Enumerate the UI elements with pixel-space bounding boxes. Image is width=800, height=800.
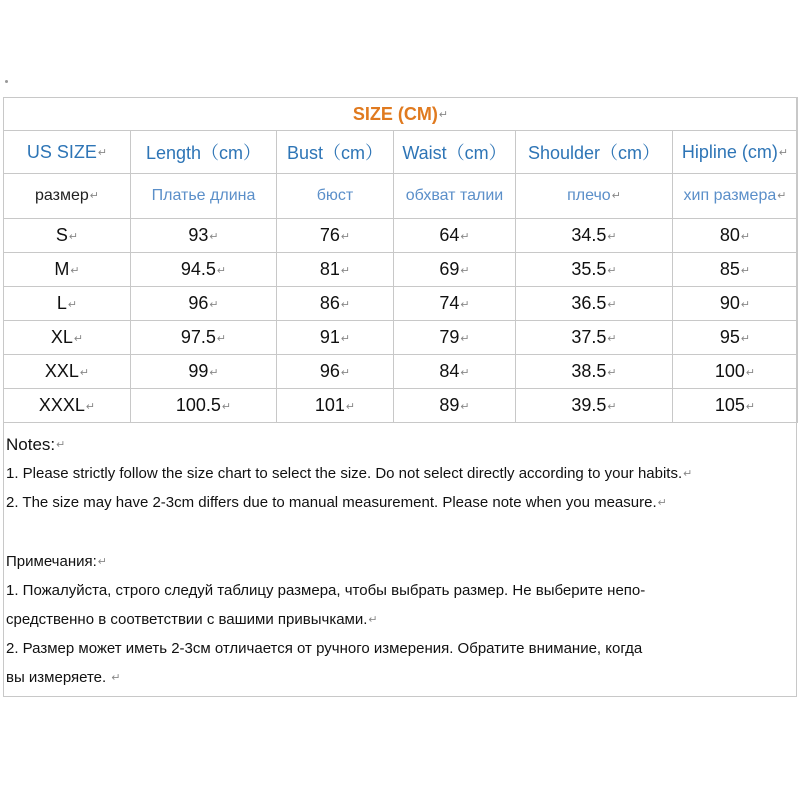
- paragraph-mark-icon: ↵: [460, 400, 470, 413]
- paragraph-mark-icon: ↵: [340, 366, 351, 379]
- paragraph-mark-icon: ↵: [460, 366, 470, 379]
- measurement-cell: 95↵: [673, 321, 798, 355]
- paragraph-mark-icon: ↵: [607, 332, 617, 345]
- size-label-cell: XXL↵: [4, 355, 131, 389]
- measurement-cell: 34.5↵: [516, 219, 673, 253]
- table-row: [4, 389, 798, 423]
- header-shoulder: Shoulder（cm）: [516, 131, 673, 174]
- paragraph-mark-icon: ↵: [607, 366, 617, 379]
- paragraph-mark-icon: ↵: [111, 671, 121, 684]
- measurement-cell: 91↵: [277, 321, 394, 355]
- paragraph-mark-icon: ↵: [209, 230, 219, 243]
- table-row: [4, 219, 798, 253]
- table-row: [4, 287, 798, 321]
- size-label-cell: XXXL↵: [4, 389, 131, 423]
- note-ru-line: средственно в соответствии с вашими привычками.↵: [6, 611, 378, 628]
- paragraph-mark-icon: ↵: [745, 400, 756, 413]
- paragraph-mark-icon: ↵: [340, 332, 351, 345]
- measurement-cell: 100.5↵: [131, 389, 277, 423]
- paragraph-mark-icon: ↵: [607, 298, 617, 311]
- paragraph-mark-icon: ↵: [56, 439, 66, 452]
- header-ru-length: Платье длина: [131, 174, 277, 219]
- measurement-cell: 94.5↵: [131, 253, 277, 287]
- paragraph-mark-icon: ↵: [740, 264, 751, 277]
- measurement-cell: 64↵: [394, 219, 516, 253]
- measurement-cell: 97.5↵: [131, 321, 277, 355]
- paragraph-mark-icon: ↵: [460, 332, 470, 345]
- paragraph-mark-icon: ↵: [79, 366, 90, 379]
- header-row-ru: [4, 174, 798, 219]
- measurement-cell: 105↵: [673, 389, 798, 423]
- paragraph-mark-icon: ↵: [740, 298, 751, 311]
- measurement-cell: 93↵: [131, 219, 277, 253]
- header-ru-waist: обхват талии: [394, 174, 516, 219]
- header-ru-shoulder: плечо↵: [516, 174, 673, 219]
- header-bust: Bust（cm）: [277, 131, 394, 174]
- paragraph-mark-icon: ↵: [73, 332, 84, 345]
- measurement-cell: 81↵: [277, 253, 394, 287]
- paragraph-mark-icon: ↵: [740, 230, 751, 243]
- paragraph-mark-icon: ↵: [657, 496, 667, 509]
- paragraph-mark-icon: ↵: [216, 332, 227, 345]
- measurement-cell: 76↵: [277, 219, 394, 253]
- paragraph-mark-icon: ↵: [67, 298, 78, 311]
- measurement-cell: 39.5↵: [516, 389, 673, 423]
- paragraph-mark-icon: ↵: [607, 230, 617, 243]
- paragraph-mark-icon: ↵: [89, 190, 99, 203]
- header-row: [4, 131, 798, 174]
- size-label-cell: L↵: [4, 287, 131, 321]
- paragraph-mark-icon: ↵: [777, 190, 787, 203]
- paragraph-mark-icon: ↵: [607, 264, 617, 277]
- measurement-cell: 85↵: [673, 253, 798, 287]
- paragraph-mark-icon: ↵: [85, 400, 96, 413]
- paragraph-mark-icon: ↵: [340, 264, 351, 277]
- paragraph-mark-icon: ↵: [340, 230, 351, 243]
- size-label-cell: XL↵: [4, 321, 131, 355]
- measurement-cell: 36.5↵: [516, 287, 673, 321]
- header-length: Length（cm）: [131, 131, 277, 174]
- header-ru-hipline: хип размера↵: [673, 174, 798, 219]
- paragraph-mark-icon: ↵: [97, 147, 108, 160]
- note-item: 2. The size may have 2-3cm differs due to manual measurement. Please note when you measure.↵: [6, 494, 667, 511]
- size-label-cell: S↵: [4, 219, 131, 253]
- paragraph-mark-icon: ↵: [438, 109, 449, 122]
- size-table: [3, 97, 798, 423]
- paragraph-mark-icon: ↵: [68, 230, 79, 243]
- measurement-cell: 89↵: [394, 389, 516, 423]
- header-us-size: US SIZE↵: [4, 131, 131, 174]
- table-row: [4, 321, 798, 355]
- paragraph-mark-icon: ↵: [683, 467, 693, 480]
- paragraph-mark-icon: ↵: [607, 400, 617, 413]
- notes-ru-heading: Примечания:↵: [6, 553, 107, 570]
- measurement-cell: 96↵: [277, 355, 394, 389]
- measurement-cell: 69↵: [394, 253, 516, 287]
- header-ru-bust: бюст: [277, 174, 394, 219]
- header-hipline: Hipline (cm)↵: [673, 131, 798, 174]
- notes-section: [6, 430, 796, 692]
- paragraph-mark-icon: ↵: [778, 147, 789, 160]
- paragraph-mark-icon: ↵: [221, 400, 232, 413]
- stray-dot: [5, 80, 8, 83]
- table-title: SIZE (CM): [352, 103, 438, 124]
- measurement-cell: 79↵: [394, 321, 516, 355]
- notes-spacer: [6, 517, 796, 547]
- table-row: [4, 253, 798, 287]
- note-item: 1. Please strictly follow the size chart to select the size. Do not select directly according to your habits.↵: [6, 465, 693, 482]
- paragraph-mark-icon: ↵: [745, 366, 756, 379]
- paragraph-mark-icon: ↵: [345, 400, 356, 413]
- notes-heading: Notes:↵: [6, 435, 66, 454]
- paragraph-mark-icon: ↵: [460, 298, 470, 311]
- paragraph-mark-icon: ↵: [611, 190, 621, 203]
- table-title-cell: [4, 98, 798, 131]
- measurement-cell: 96↵: [131, 287, 277, 321]
- measurement-cell: 37.5↵: [516, 321, 673, 355]
- paragraph-mark-icon: ↵: [97, 555, 107, 568]
- paragraph-mark-icon: ↵: [460, 264, 470, 277]
- measurement-cell: 84↵: [394, 355, 516, 389]
- paragraph-mark-icon: ↵: [740, 332, 751, 345]
- header-waist: Waist（cm）: [394, 131, 516, 174]
- measurement-cell: 35.5↵: [516, 253, 673, 287]
- measurement-cell: 86↵: [277, 287, 394, 321]
- measurement-cell: 99↵: [131, 355, 277, 389]
- paragraph-mark-icon: ↵: [340, 298, 351, 311]
- size-label-cell: M↵: [4, 253, 131, 287]
- measurement-cell: 101↵: [277, 389, 394, 423]
- note-ru-line: 1. Пожалуйста, строго следуй таблицу размера, чтобы выбрать размер. Не выберите непо-: [6, 582, 646, 599]
- header-ru-size: размер↵: [4, 174, 131, 219]
- table-row: [4, 355, 798, 389]
- measurement-cell: 74↵: [394, 287, 516, 321]
- measurement-cell: 90↵: [673, 287, 798, 321]
- paragraph-mark-icon: ↵: [209, 366, 219, 379]
- measurement-cell: 38.5↵: [516, 355, 673, 389]
- paragraph-mark-icon: ↵: [209, 298, 219, 311]
- note-ru-line: 2. Размер может иметь 2-3см отличается от ручного измерения. Обратите внимание, когда: [6, 640, 643, 657]
- note-ru-line: вы измеряете. ↵: [6, 669, 121, 686]
- paragraph-mark-icon: ↵: [216, 264, 227, 277]
- paragraph-mark-icon: ↵: [460, 230, 470, 243]
- paragraph-mark-icon: ↵: [368, 613, 378, 626]
- paragraph-mark-icon: ↵: [70, 264, 80, 277]
- measurement-cell: 100↵: [673, 355, 798, 389]
- measurement-cell: 80↵: [673, 219, 798, 253]
